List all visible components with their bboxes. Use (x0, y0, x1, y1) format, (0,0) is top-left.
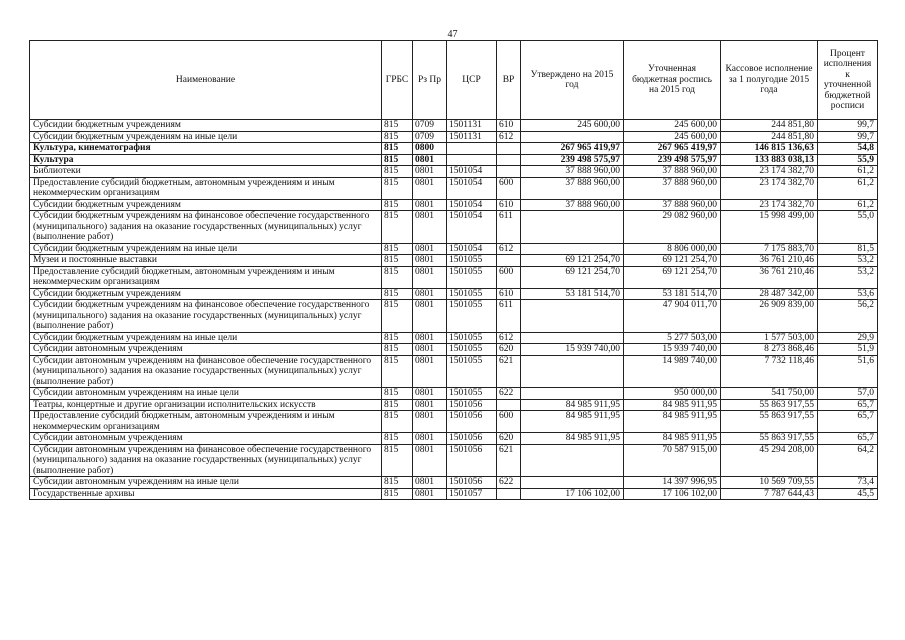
table-body (30, 120, 878, 500)
table-row (30, 332, 878, 344)
row-approved-cell: 15 939 740,00 (521, 344, 624, 356)
row-rzpr-cell: 0709 (413, 120, 447, 132)
row-grbs-cell: 815 (382, 288, 413, 300)
row-grbs-cell: 815 (382, 477, 413, 489)
row-cash-cell: 36 761 210,46 (721, 255, 818, 267)
row-refined-cell: 245 600,00 (624, 120, 721, 132)
row-approved-cell: 267 965 419,97 (521, 143, 624, 155)
table-row (30, 344, 878, 356)
row-csr-cell: 1501055 (447, 288, 497, 300)
row-csr-cell: 1501055 (447, 255, 497, 267)
row-approved-cell: 17 106 102,00 (521, 488, 624, 500)
row-vr-cell: 600 (497, 177, 521, 199)
row-percent-cell: 61,2 (818, 199, 878, 211)
row-vr-cell: 612 (497, 243, 521, 255)
row-csr-cell: 1501055 (447, 388, 497, 400)
table-row (30, 444, 878, 477)
row-percent-cell: 54,8 (818, 143, 878, 155)
row-vr-cell: 622 (497, 388, 521, 400)
row-csr-cell: 1501054 (447, 177, 497, 199)
row-grbs-cell: 815 (382, 332, 413, 344)
row-refined-cell: 37 888 960,00 (624, 166, 721, 178)
row-grbs-cell: 815 (382, 199, 413, 211)
row-name-cell: Культура, кинематография (30, 143, 382, 155)
table-row (30, 399, 878, 411)
row-rzpr-cell: 0801 (413, 399, 447, 411)
table-row (30, 211, 878, 244)
budget-table (29, 40, 878, 500)
row-name-cell: Субсидии бюджетным учреждениям (30, 199, 382, 211)
row-csr-cell: 1501057 (447, 488, 497, 500)
row-refined-cell: 84 985 911,95 (624, 399, 721, 411)
row-vr-cell: 610 (497, 199, 521, 211)
header-grbs: ГРБС (382, 41, 413, 120)
row-rzpr-cell: 0801 (413, 288, 447, 300)
header-vr: ВР (497, 41, 521, 120)
row-csr-cell: 1501056 (447, 411, 497, 433)
row-csr-cell: 1501054 (447, 243, 497, 255)
row-name-cell: Субсидии автономным учреждениям (30, 344, 382, 356)
table-row (30, 199, 878, 211)
row-percent-cell: 29,9 (818, 332, 878, 344)
row-rzpr-cell: 0801 (413, 344, 447, 356)
row-grbs-cell: 815 (382, 300, 413, 333)
row-cash-cell: 7 175 883,70 (721, 243, 818, 255)
row-vr-cell: 600 (497, 411, 521, 433)
row-cash-cell: 7 787 644,43 (721, 488, 818, 500)
row-approved-cell: 53 181 514,70 (521, 288, 624, 300)
row-rzpr-cell: 0801 (413, 355, 447, 388)
row-approved-cell: 37 888 960,00 (521, 199, 624, 211)
row-rzpr-cell: 0709 (413, 131, 447, 143)
row-percent-cell: 57,0 (818, 388, 878, 400)
row-approved-cell (521, 300, 624, 333)
row-refined-cell: 70 587 915,00 (624, 444, 721, 477)
row-approved-cell: 37 888 960,00 (521, 177, 624, 199)
row-cash-cell: 133 883 038,13 (721, 154, 818, 166)
row-cash-cell: 146 815 136,63 (721, 143, 818, 155)
row-approved-cell: 84 985 911,95 (521, 399, 624, 411)
row-vr-cell (497, 154, 521, 166)
row-name-cell: Театры, концертные и другие организации исполнительских искусств (30, 399, 382, 411)
row-refined-cell: 239 498 575,97 (624, 154, 721, 166)
header-csr: ЦСР (447, 41, 497, 120)
table-row (30, 166, 878, 178)
header-rzpr: Рз Пр (413, 41, 447, 120)
row-vr-cell: 612 (497, 131, 521, 143)
row-grbs-cell: 815 (382, 131, 413, 143)
row-csr-cell: 1501131 (447, 120, 497, 132)
row-rzpr-cell: 0801 (413, 433, 447, 445)
row-name-cell: Музеи и постоянные выставки (30, 255, 382, 267)
page-number: 47 (447, 29, 458, 40)
row-grbs-cell: 815 (382, 143, 413, 155)
row-approved-cell (521, 444, 624, 477)
row-cash-cell: 28 487 342,00 (721, 288, 818, 300)
row-cash-cell: 23 174 382,70 (721, 177, 818, 199)
row-grbs-cell: 815 (382, 177, 413, 199)
row-grbs-cell: 815 (382, 255, 413, 267)
row-grbs-cell: 815 (382, 243, 413, 255)
row-vr-cell: 611 (497, 211, 521, 244)
row-grbs-cell: 815 (382, 444, 413, 477)
row-csr-cell: 1501131 (447, 131, 497, 143)
row-cash-cell: 10 569 709,55 (721, 477, 818, 489)
row-approved-cell: 37 888 960,00 (521, 166, 624, 178)
table-row (30, 288, 878, 300)
row-percent-cell: 51,6 (818, 355, 878, 388)
row-approved-cell (521, 477, 624, 489)
row-rzpr-cell: 0801 (413, 477, 447, 489)
row-vr-cell (497, 399, 521, 411)
table-row (30, 488, 878, 500)
row-cash-cell: 23 174 382,70 (721, 199, 818, 211)
row-percent-cell: 56,2 (818, 300, 878, 333)
row-vr-cell: 600 (497, 266, 521, 288)
row-refined-cell: 84 985 911,95 (624, 433, 721, 445)
table-row (30, 243, 878, 255)
row-percent-cell: 51,9 (818, 344, 878, 356)
row-name-cell: Субсидии бюджетным учреждениям на иные цели (30, 332, 382, 344)
header-percent: Процент исполнения к уточненной бюджетной росписи (818, 41, 878, 120)
table-row (30, 255, 878, 267)
row-rzpr-cell: 0801 (413, 199, 447, 211)
row-percent-cell: 53,2 (818, 266, 878, 288)
row-name-cell: Субсидии автономным учреждениям на финансовое обеспечение государственного (муниципального) задания на оказание государственных (муниципальных) услуг (выполнение работ) (30, 355, 382, 388)
row-percent-cell: 61,2 (818, 177, 878, 199)
row-percent-cell: 99,7 (818, 120, 878, 132)
row-approved-cell (521, 332, 624, 344)
row-vr-cell: 621 (497, 355, 521, 388)
row-refined-cell: 14 397 996,95 (624, 477, 721, 489)
row-refined-cell: 267 965 419,97 (624, 143, 721, 155)
row-grbs-cell: 815 (382, 488, 413, 500)
row-approved-cell: 245 600,00 (521, 120, 624, 132)
row-refined-cell: 5 277 503,00 (624, 332, 721, 344)
row-rzpr-cell: 0801 (413, 411, 447, 433)
row-refined-cell: 47 904 011,70 (624, 300, 721, 333)
row-cash-cell: 244 851,80 (721, 120, 818, 132)
row-grbs-cell: 815 (382, 211, 413, 244)
row-name-cell: Предоставление субсидий бюджетным, автономным учреждениям и иным некоммерческим организациям (30, 266, 382, 288)
row-vr-cell (497, 488, 521, 500)
row-percent-cell: 65,7 (818, 433, 878, 445)
row-cash-cell: 45 294 208,00 (721, 444, 818, 477)
row-name-cell: Субсидии автономным учреждениям на финансовое обеспечение государственного (муниципального) задания на оказание государственных (муниципальных) услуг (выполнение работ) (30, 444, 382, 477)
row-cash-cell: 1 577 503,00 (721, 332, 818, 344)
row-csr-cell: 1501055 (447, 266, 497, 288)
table-row (30, 177, 878, 199)
row-rzpr-cell: 0801 (413, 488, 447, 500)
row-approved-cell (521, 211, 624, 244)
header-name: Наименование (30, 41, 382, 120)
row-approved-cell: 84 985 911,95 (521, 433, 624, 445)
table-row (30, 266, 878, 288)
row-refined-cell: 17 106 102,00 (624, 488, 721, 500)
row-grbs-cell: 815 (382, 411, 413, 433)
row-refined-cell: 14 989 740,00 (624, 355, 721, 388)
row-name-cell: Библиотеки (30, 166, 382, 178)
row-vr-cell (497, 166, 521, 178)
row-grbs-cell: 815 (382, 355, 413, 388)
row-grbs-cell: 815 (382, 120, 413, 132)
table-row (30, 131, 878, 143)
row-rzpr-cell: 0801 (413, 255, 447, 267)
row-name-cell: Предоставление субсидий бюджетным, автономным учреждениям и иным некоммерческим организациям (30, 411, 382, 433)
row-refined-cell: 53 181 514,70 (624, 288, 721, 300)
row-percent-cell: 65,7 (818, 411, 878, 433)
row-csr-cell (447, 154, 497, 166)
row-percent-cell: 61,2 (818, 166, 878, 178)
row-name-cell: Субсидии бюджетным учреждениям (30, 120, 382, 132)
row-csr-cell: 1501056 (447, 433, 497, 445)
row-cash-cell: 55 863 917,55 (721, 433, 818, 445)
row-name-cell: Субсидии автономным учреждениям (30, 433, 382, 445)
row-rzpr-cell: 0801 (413, 177, 447, 199)
row-approved-cell: 69 121 254,70 (521, 266, 624, 288)
row-rzpr-cell: 0801 (413, 154, 447, 166)
row-percent-cell: 45,5 (818, 488, 878, 500)
row-vr-cell (497, 143, 521, 155)
table-row (30, 120, 878, 132)
row-refined-cell: 69 121 254,70 (624, 266, 721, 288)
row-csr-cell: 1501054 (447, 199, 497, 211)
row-grbs-cell: 815 (382, 344, 413, 356)
row-refined-cell: 8 806 000,00 (624, 243, 721, 255)
row-cash-cell: 55 863 917,55 (721, 411, 818, 433)
row-approved-cell (521, 131, 624, 143)
row-vr-cell: 610 (497, 120, 521, 132)
row-name-cell: Субсидии бюджетным учреждениям на иные цели (30, 243, 382, 255)
header-refined: Уточненная бюджетная роспись на 2015 год (624, 41, 721, 120)
row-name-cell: Субсидии бюджетным учреждениям (30, 288, 382, 300)
row-approved-cell: 69 121 254,70 (521, 255, 624, 267)
row-grbs-cell: 815 (382, 399, 413, 411)
row-percent-cell: 73,4 (818, 477, 878, 489)
row-csr-cell: 1501054 (447, 166, 497, 178)
header-cash: Кассовое исполнение за 1 полугодие 2015 года (721, 41, 818, 120)
row-approved-cell: 239 498 575,97 (521, 154, 624, 166)
table-row (30, 143, 878, 155)
row-approved-cell (521, 243, 624, 255)
row-rzpr-cell: 0801 (413, 388, 447, 400)
row-refined-cell: 37 888 960,00 (624, 177, 721, 199)
row-percent-cell: 65,7 (818, 399, 878, 411)
row-refined-cell: 84 985 911,95 (624, 411, 721, 433)
row-approved-cell (521, 355, 624, 388)
row-rzpr-cell: 0801 (413, 444, 447, 477)
row-name-cell: Субсидии автономным учреждениям на иные цели (30, 477, 382, 489)
header-row (30, 41, 878, 120)
row-percent-cell: 53,2 (818, 255, 878, 267)
row-csr-cell: 1501056 (447, 399, 497, 411)
row-rzpr-cell: 0801 (413, 166, 447, 178)
row-percent-cell: 53,6 (818, 288, 878, 300)
row-vr-cell: 612 (497, 332, 521, 344)
row-vr-cell: 620 (497, 344, 521, 356)
row-refined-cell: 37 888 960,00 (624, 199, 721, 211)
header-approved: Утверждено на 2015 год (521, 41, 624, 120)
row-cash-cell: 541 750,00 (721, 388, 818, 400)
row-rzpr-cell: 0801 (413, 300, 447, 333)
row-vr-cell: 611 (497, 300, 521, 333)
table-row (30, 433, 878, 445)
row-rzpr-cell: 0801 (413, 332, 447, 344)
table-row (30, 300, 878, 333)
row-refined-cell: 69 121 254,70 (624, 255, 721, 267)
table-row (30, 355, 878, 388)
row-vr-cell: 610 (497, 288, 521, 300)
table-row (30, 154, 878, 166)
row-refined-cell: 15 939 740,00 (624, 344, 721, 356)
row-grbs-cell: 815 (382, 388, 413, 400)
row-cash-cell: 23 174 382,70 (721, 166, 818, 178)
row-grbs-cell: 815 (382, 433, 413, 445)
row-csr-cell: 1501056 (447, 444, 497, 477)
row-percent-cell: 64,2 (818, 444, 878, 477)
row-cash-cell: 26 909 839,00 (721, 300, 818, 333)
row-vr-cell: 621 (497, 444, 521, 477)
row-cash-cell: 55 863 917,55 (721, 399, 818, 411)
row-csr-cell: 1501055 (447, 332, 497, 344)
row-csr-cell: 1501056 (447, 477, 497, 489)
row-name-cell: Субсидии бюджетным учреждениям на финансовое обеспечение государственного (муниципального) задания на оказание государственных (муниципальных) услуг (выполнение работ) (30, 300, 382, 333)
row-cash-cell: 244 851,80 (721, 131, 818, 143)
row-rzpr-cell: 0801 (413, 211, 447, 244)
row-refined-cell: 245 600,00 (624, 131, 721, 143)
row-grbs-cell: 815 (382, 266, 413, 288)
row-vr-cell (497, 255, 521, 267)
row-name-cell: Культура (30, 154, 382, 166)
row-percent-cell: 99,7 (818, 131, 878, 143)
table-row (30, 388, 878, 400)
row-percent-cell: 55,9 (818, 154, 878, 166)
row-rzpr-cell: 0800 (413, 143, 447, 155)
row-cash-cell: 8 273 868,46 (721, 344, 818, 356)
row-cash-cell: 7 732 118,46 (721, 355, 818, 388)
row-grbs-cell: 815 (382, 154, 413, 166)
row-name-cell: Субсидии автономным учреждениям на иные цели (30, 388, 382, 400)
row-name-cell: Субсидии бюджетным учреждениям на иные цели (30, 131, 382, 143)
table-row (30, 411, 878, 433)
row-vr-cell: 620 (497, 433, 521, 445)
row-cash-cell: 36 761 210,46 (721, 266, 818, 288)
row-vr-cell: 622 (497, 477, 521, 489)
row-csr-cell: 1501054 (447, 211, 497, 244)
row-name-cell: Субсидии бюджетным учреждениям на финансовое обеспечение государственного (муниципального) задания на оказание государственных (муниципальных) услуг (выполнение работ) (30, 211, 382, 244)
row-csr-cell: 1501055 (447, 300, 497, 333)
row-rzpr-cell: 0801 (413, 243, 447, 255)
row-name-cell: Предоставление субсидий бюджетным, автономным учреждениям и иным некоммерческим организациям (30, 177, 382, 199)
row-cash-cell: 15 998 499,00 (721, 211, 818, 244)
row-approved-cell: 84 985 911,95 (521, 411, 624, 433)
row-csr-cell: 1501055 (447, 355, 497, 388)
row-approved-cell (521, 388, 624, 400)
row-csr-cell: 1501055 (447, 344, 497, 356)
row-grbs-cell: 815 (382, 166, 413, 178)
row-csr-cell (447, 143, 497, 155)
table-row (30, 477, 878, 489)
row-name-cell: Государственные архивы (30, 488, 382, 500)
row-percent-cell: 81,5 (818, 243, 878, 255)
row-refined-cell: 29 082 960,00 (624, 211, 721, 244)
row-refined-cell: 950 000,00 (624, 388, 721, 400)
row-percent-cell: 55,0 (818, 211, 878, 244)
row-rzpr-cell: 0801 (413, 266, 447, 288)
